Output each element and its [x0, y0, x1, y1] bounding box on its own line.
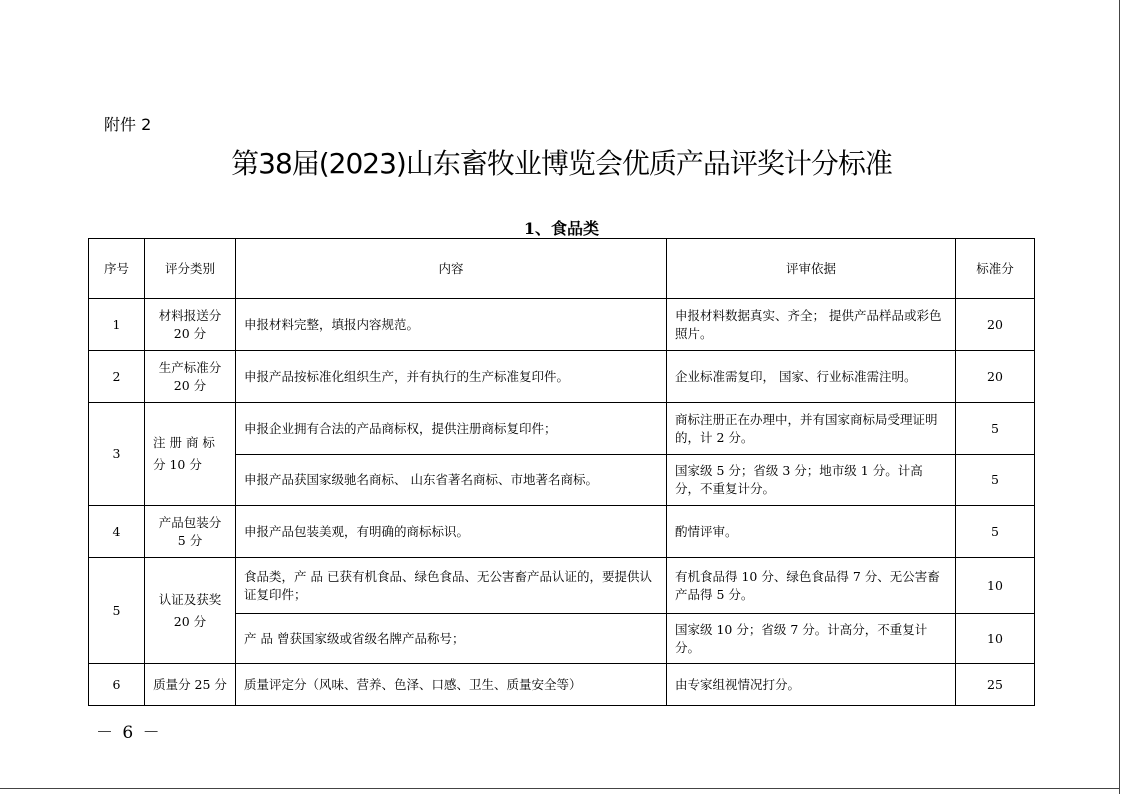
row-category: 生产标准分 20 分	[145, 351, 236, 403]
page-border-bottom	[0, 788, 1120, 789]
row-basis: 国家级 10 分；省级 7 分。计高分，不重复计分。	[667, 614, 956, 664]
table-row	[89, 506, 1035, 558]
row-score: 20	[956, 299, 1035, 351]
row-basis: 商标注册正在办理中，并有国家商标局受理证明的，计 2 分。	[667, 403, 956, 455]
row-no: 2	[89, 351, 145, 403]
header-basis: 评审依据	[667, 239, 956, 299]
row-no: 4	[89, 506, 145, 558]
row-content: 产 品 曾获国家级或省级名牌产品称号；	[236, 614, 667, 664]
row-no: 5	[89, 558, 145, 664]
section-subtitle: 1、食品类	[523, 219, 600, 238]
row-basis: 由专家组视情况打分。	[667, 664, 956, 706]
row-basis: 企业标准需复印， 国家、行业标准需注明。	[667, 351, 956, 403]
row-no: 6	[89, 664, 145, 706]
row-score: 20	[956, 351, 1035, 403]
row-content: 申报企业拥有合法的产品商标权，提供注册商标复印件；	[236, 403, 667, 455]
header-score: 标准分	[956, 239, 1035, 299]
row-content: 质量评定分（风味、营养、色泽、口感、卫生、质量安全等）	[236, 664, 667, 706]
row-no: 1	[89, 299, 145, 351]
scoring-table	[88, 238, 1035, 706]
row-content: 申报产品按标准化组织生产，并有执行的生产标准复印件。	[236, 351, 667, 403]
row-score: 10	[956, 558, 1035, 614]
row-basis: 酌情评审。	[667, 506, 956, 558]
row-content: 申报材料完整，填报内容规范。	[236, 299, 667, 351]
row-score: 25	[956, 664, 1035, 706]
table-row	[89, 664, 1035, 706]
page-border-right	[1119, 0, 1120, 794]
row-category: 注 册 商 标分 10 分	[145, 403, 236, 506]
row-basis: 有机食品得 10 分、绿色食品得 7 分、无公害畜产品得 5 分。	[667, 558, 956, 614]
header-no: 序号	[89, 239, 145, 299]
row-basis: 申报材料数据真实、齐全； 提供产品样品或彩色照片。	[667, 299, 956, 351]
row-category: 认证及获奖 20 分	[145, 558, 236, 664]
document-title: 第38届(2023)山东畜牧业博览会优质产品评奖计分标准	[231, 147, 892, 180]
header-content: 内容	[236, 239, 667, 299]
table-row	[89, 351, 1035, 403]
row-category: 产品包装分 5 分	[145, 506, 236, 558]
table-row	[89, 299, 1035, 351]
row-no: 3	[89, 403, 145, 506]
table-row	[89, 558, 1035, 614]
table-header-row	[89, 239, 1035, 299]
page-number: － 6 －	[96, 723, 162, 743]
row-content: 食品类，产 品 已获有机食品、绿色食品、无公害畜产品认证的，要提供认证复印件；	[236, 558, 667, 614]
row-basis: 国家级 5 分；省级 3 分；地市级 1 分。计高分，不重复计分。	[667, 455, 956, 506]
row-score: 10	[956, 614, 1035, 664]
row-content: 申报产品包装美观，有明确的商标标识。	[236, 506, 667, 558]
row-score: 5	[956, 455, 1035, 506]
row-score: 5	[956, 403, 1035, 455]
row-score: 5	[956, 506, 1035, 558]
row-category: 材料报送分 20 分	[145, 299, 236, 351]
row-content: 申报产品获国家级驰名商标、 山东省著名商标、市地著名商标。	[236, 455, 667, 506]
header-category: 评分类别	[145, 239, 236, 299]
table-row	[89, 403, 1035, 455]
row-category: 质量分 25 分	[145, 664, 236, 706]
attachment-label: 附件 2	[104, 115, 152, 134]
